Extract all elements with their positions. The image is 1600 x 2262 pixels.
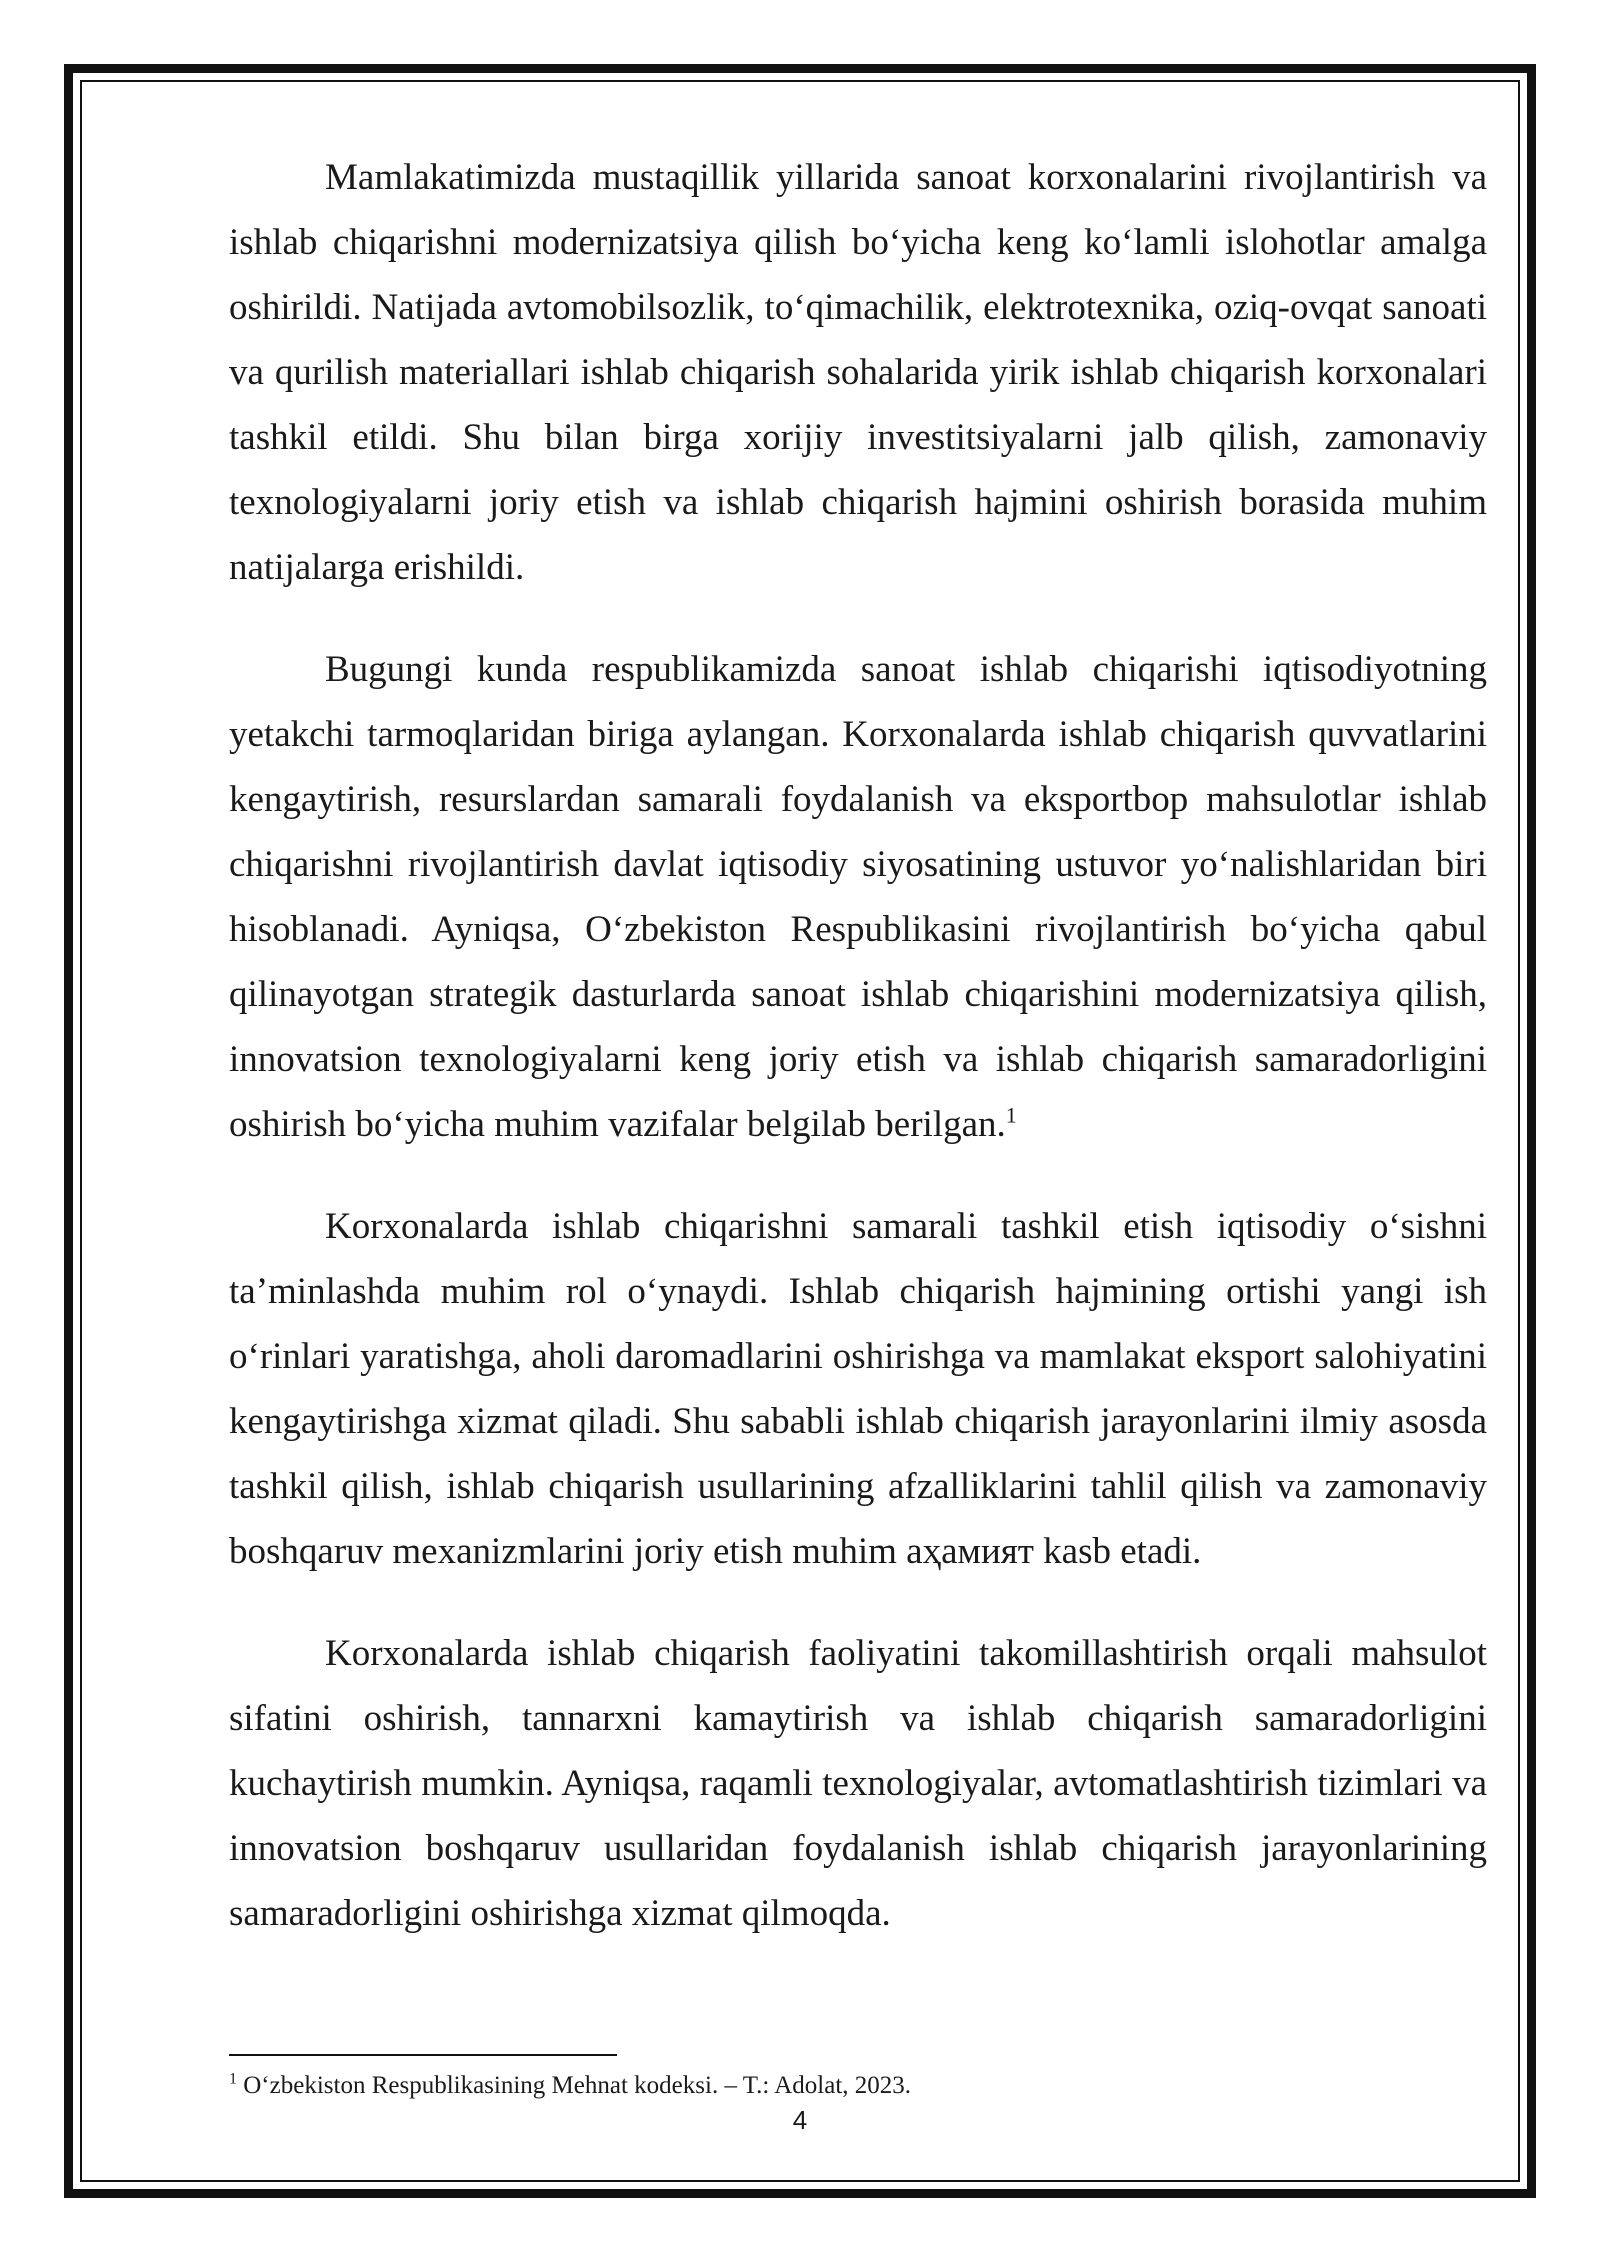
paragraph-2-text: Bugungi kunda respublikamizda sanoat ishlab chiqarishi iqtisodiyotning yetakchi tarmoqlaridan biriga aylangan. Korxonalarda ishlab chiqarish quvvatlarini kengaytirish, resurslardan samarali foydalanish va eksportbop mahsulotlar ishlab chiqarishni rivojlantirish davlat iqtisodiy siyosatining ustuvor yo‘nalishlaridan biri hisoblanadi. Ayniqsa, O‘zbekiston Respublikasini rivojlantirish bo‘yicha qabul qilinayotgan strategik dasturlarda sanoat ishlab chiqarishini modernizatsiya qilish, innovatsion texnologiyalarni keng joriy etish va ishlab chiqarish samaradorligini oshirish bo‘yicha muhim vazifalar belgilab berilgan. (229, 649, 1487, 1145)
footnote-text: O‘zbekiston Respublikasining Mehnat kodeksi. – T.: Adolat, 2023. (243, 2072, 912, 2099)
paragraph-4-text: Korxonalarda ishlab chiqarish faoliyatini takomillashtirish orqali mahsulot sifatini oshirish, tannarxni kamaytirish va ishlab chiqarish samaradorligini kuchaytirish mumkin. Ayniqsa, raqamli texnologiyalar, avtomatlashtirish tizimlari va innovatsion boshqaruv usullaridan foydalanish ishlab chiqarish jarayonlarining samaradorligini oshirishga xizmat qilmoqda. (229, 1633, 1487, 1934)
footnote-separator (229, 2054, 617, 2056)
paragraph-3-text: Korxonalarda ishlab chiqarishni samarali tashkil etish iqtisodiy o‘sishni ta’minlashda muhim rol o‘ynaydi. Ishlab chiqarish hajmining ortishi yangi ish o‘rinlari yaratishga, aholi daromadlarini oshirishga va mamlakat eksport salohiyatini kengaytirishga xizmat qiladi. Shu sababli ishlab chiqarish jarayonlarini ilmiy asosda tashkil qilish, ishlab chiqarish usullarining afzalliklarini tahlil qilish va zamonaviy boshqaruv mexanizmlarini joriy etish muhim aҳамият kasb etadi. (229, 1206, 1487, 1572)
paragraph-1-text: Mamlakatimizda mustaqillik yillarida sanoat korxonalarini rivojlantirish va ishlab chiqarishni modernizatsiya qilish bo‘yicha keng ko‘lamli islohotlar amalga oshirildi. Natijada avtomobilsozlik, to‘qimachilik, elektrotexnika, oziq-ovqat sanoati va qurilish materiallari ishlab chiqarish sohalarida yirik ishlab chiqarish korxonalari tashkil etildi. Shu bilan birga xorijiy investitsiyalarni jalb qilish, zamonaviy texnologiyalarni joriy etish va ishlab chiqarish hajmini oshirish borasida muhim natijalarga erishildi. (229, 157, 1487, 588)
paragraph-1 (229, 145, 1487, 600)
paragraph-3 (229, 1194, 1487, 1584)
footnote (229, 2070, 1487, 2102)
footnote-marker: 1 (229, 2070, 237, 2088)
page-number: 4 (792, 2105, 808, 2135)
paragraph-2 (229, 637, 1487, 1157)
document-body (229, 145, 1487, 1983)
footnote-reference[interactable]: 1 (1005, 1102, 1017, 1128)
paragraph-4 (229, 1621, 1487, 1946)
